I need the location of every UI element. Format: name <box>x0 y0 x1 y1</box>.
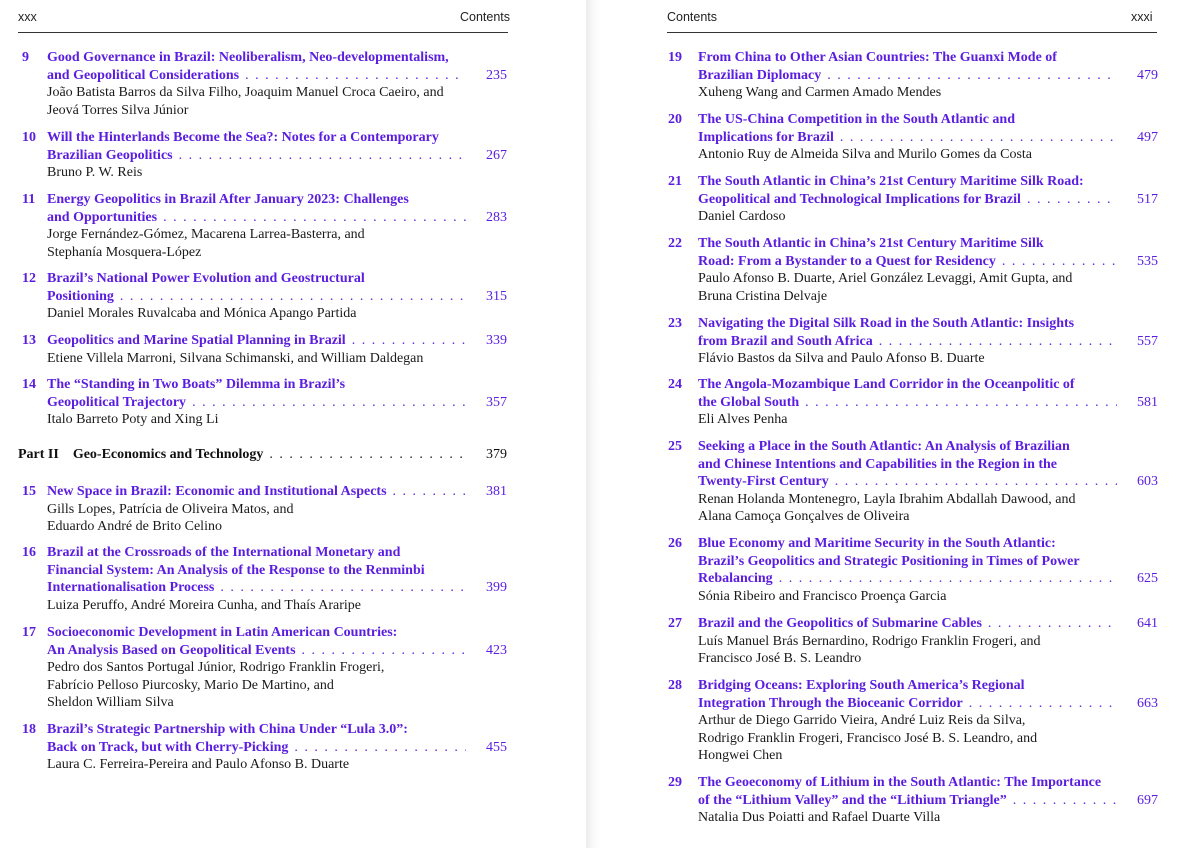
author-line: Rodrigo Franklin Frogeri, Francisco José B. S. Leandro, and <box>698 730 1038 746</box>
chapter-title-text: from Brazil and South Africa <box>698 333 873 349</box>
chapter-title-line <box>698 553 1117 571</box>
chapter-authors <box>698 633 1117 668</box>
chapter-title[interactable] <box>698 677 1117 765</box>
chapter-title-line <box>47 288 466 306</box>
chapter-authors <box>698 411 1117 429</box>
author-line: Bruna Cristina Delvaje <box>698 288 828 304</box>
chapter-page-number[interactable]: 517 <box>1137 191 1158 207</box>
chapter-authors <box>47 597 466 615</box>
part-label: Part II <box>18 447 59 462</box>
chapter-number: 14 <box>22 377 36 392</box>
chapter-number: 16 <box>22 545 36 560</box>
chapter-title-line <box>698 173 1117 191</box>
chapter-title-text: Rebalancing <box>698 571 773 587</box>
chapter-title-line <box>47 376 466 394</box>
chapter-title[interactable] <box>698 235 1117 305</box>
chapter-page-number[interactable]: 267 <box>486 147 507 163</box>
chapter-page-number[interactable]: 641 <box>1137 616 1158 631</box>
chapter-number: 11 <box>22 192 36 207</box>
chapter-title-text: New Space in Brazil: Economic and Institutional Aspects <box>47 484 387 499</box>
chapter-title-text: Energy Geopolitics in Brazil After January 2023: Challenges <box>47 192 409 207</box>
chapter-page-number[interactable]: 235 <box>486 67 507 83</box>
chapter-title-text: and Opportunities <box>47 209 158 225</box>
chapter-title[interactable] <box>698 376 1117 429</box>
chapter-title-line <box>698 253 1117 271</box>
dot-leader <box>840 129 1117 147</box>
chapter-title-line <box>698 615 1117 633</box>
chapter-title-text: The Geoeconomy of Lithium in the South Atlantic: The Importance <box>698 775 1102 790</box>
chapter-title-text: Financial System: An Analysis of the Response to the Renminbi <box>47 562 425 578</box>
author-line: Antonio Ruy de Almeida Silva and Murilo Gomes da Costa <box>698 147 1033 163</box>
chapter-number: 17 <box>22 625 36 640</box>
dot-leader <box>1013 792 1117 810</box>
dot-leader <box>988 615 1117 633</box>
author-line: Eduardo André de Brito Celino <box>47 519 222 535</box>
chapter-title[interactable] <box>47 483 466 536</box>
chapter-title-line <box>47 67 466 85</box>
author-line: Hongwei Chen <box>698 748 783 764</box>
chapter-title-text: From China to Other Asian Countries: The Guanxi Mode of <box>698 50 1057 65</box>
chapter-page-number[interactable]: 283 <box>486 209 507 225</box>
chapter-page-number[interactable]: 535 <box>1137 253 1158 269</box>
chapter-number: 25 <box>668 439 682 454</box>
chapter-title-text: Back on Track, but with Cherry-Picking <box>47 739 289 755</box>
dot-leader <box>179 147 466 165</box>
chapter-title-line <box>698 315 1117 333</box>
dot-leader <box>779 570 1117 588</box>
chapter-title-line <box>698 473 1117 491</box>
chapter-title-text: Integration Through the Bioceanic Corridor <box>698 695 963 711</box>
chapter-title-line <box>698 111 1117 129</box>
chapter-title-text: Socioeconomic Development in Latin American Countries: <box>47 625 398 640</box>
dot-leader <box>969 695 1117 713</box>
chapter-title-text: Internationalisation Process <box>47 580 215 596</box>
chapter-authors <box>47 659 466 712</box>
author-line: Francisco José B. S. Leandro <box>698 651 862 667</box>
chapter-page-number[interactable]: 423 <box>486 642 507 658</box>
chapter-title[interactable] <box>698 438 1117 526</box>
chapter-title-text: and Chinese Intentions and Capabilities in the Region in the <box>698 456 1058 472</box>
left-page-number-header: xxx <box>18 10 37 24</box>
chapter-title-line <box>698 333 1117 351</box>
chapter-page-number[interactable]: 625 <box>1137 571 1158 587</box>
author-line: Sheldon William Silva <box>47 695 174 711</box>
chapter-title-text: Positioning <box>47 288 114 304</box>
chapter-title[interactable] <box>47 332 466 367</box>
author-line: Daniel Cardoso <box>698 209 786 225</box>
left-header-rule <box>18 32 508 33</box>
chapter-title-line <box>698 376 1117 394</box>
chapter-title-line <box>47 579 466 597</box>
chapter-number: 20 <box>668 112 682 127</box>
dot-leader <box>805 394 1117 412</box>
chapter-title-line <box>698 394 1117 412</box>
chapter-page-number[interactable]: 479 <box>1137 67 1158 83</box>
author-line: Gills Lopes, Patrícia de Oliveira Matos, and <box>47 501 294 517</box>
chapter-title[interactable] <box>47 624 466 712</box>
chapter-title[interactable] <box>698 774 1117 827</box>
chapter-title-text: Geopolitics and Marine Spatial Planning in Brazil <box>47 333 346 348</box>
chapter-authors <box>47 84 466 119</box>
author-line: Daniel Morales Ruvalcaba and Mónica Apango Partida <box>47 306 357 322</box>
right-running-head: Contents <box>667 10 718 24</box>
chapter-title-line <box>698 774 1117 792</box>
chapter-number: 12 <box>22 271 36 286</box>
chapter-title-text: Road: From a Bystander to a Quest for Residency <box>698 253 996 269</box>
chapter-title-text: Brazil’s Strategic Partnership with China Under “Lula 3.0”: <box>47 722 408 737</box>
chapter-title-line <box>47 394 466 412</box>
chapter-title-line <box>47 562 466 580</box>
chapter-title[interactable] <box>47 721 466 774</box>
author-line: João Batista Barros da Silva Filho, Joaquim Manuel Croca Caeiro, and <box>47 85 444 101</box>
dot-leader <box>352 332 466 350</box>
chapter-title-text: Navigating the Digital Silk Road in the South Atlantic: Insights <box>698 316 1075 331</box>
chapter-number: 26 <box>668 536 682 551</box>
author-line: Xuheng Wang and Carmen Amado Mendes <box>698 85 942 101</box>
chapter-page-number[interactable]: 315 <box>486 288 507 304</box>
chapter-title-line <box>698 792 1117 810</box>
chapter-page-number[interactable]: 497 <box>1137 129 1158 145</box>
chapter-title-text: Brazil’s Geopolitics and Strategic Positioning in Times of Power <box>698 553 1080 569</box>
part-title: Geo-Economics and Technology <box>72 447 264 462</box>
author-line: Jeová Torres Silva Júnior <box>47 102 189 118</box>
chapter-title-line <box>698 67 1117 85</box>
chapter-page-number[interactable]: 581 <box>1137 394 1158 410</box>
dot-leader <box>120 288 466 306</box>
dot-leader <box>835 473 1117 491</box>
chapter-title-text: Good Governance in Brazil: Neoliberalism, Neo-developmentalism, <box>47 50 449 65</box>
chapter-title[interactable] <box>698 111 1117 164</box>
dot-leader <box>1002 253 1117 271</box>
chapter-number: 10 <box>22 130 36 145</box>
chapter-title-line <box>47 332 466 350</box>
chapter-authors <box>698 208 1117 226</box>
chapter-authors <box>47 756 466 774</box>
chapter-title-text: Will the Hinterlands Become the Sea?: Notes for a Contemporary <box>47 130 439 145</box>
chapter-authors <box>698 712 1117 765</box>
author-line: Fabrício Pelloso Piurcosky, Mario De Martino, and <box>47 677 334 693</box>
chapter-title[interactable] <box>47 270 466 323</box>
right-header-rule <box>667 32 1157 33</box>
chapter-page-number[interactable]: 603 <box>1137 474 1158 490</box>
chapter-title[interactable] <box>698 49 1117 102</box>
author-line: Renan Holanda Montenegro, Layla Ibrahim Abdallah Dawood, and <box>698 491 1076 507</box>
chapter-title-text: Brazil’s National Power Evolution and Geostructural <box>47 271 365 286</box>
author-line: Luís Manuel Brás Bernardino, Rodrigo Franklin Frogeri, and <box>698 633 1041 649</box>
chapter-title-line <box>698 570 1117 588</box>
author-line: Sónia Ribeiro and Francisco Proença Garcia <box>698 588 947 604</box>
chapter-page-number[interactable]: 339 <box>486 333 507 348</box>
chapter-page-number[interactable]: 399 <box>486 580 507 596</box>
author-line: Alana Camoça Gonçalves de Oliveira <box>698 509 910 525</box>
dot-leader <box>393 483 466 501</box>
dot-leader <box>827 67 1117 85</box>
chapter-page-number[interactable]: 557 <box>1137 333 1158 349</box>
chapter-authors <box>47 164 466 182</box>
chapter-authors <box>698 270 1117 305</box>
chapter-number: 13 <box>22 333 36 348</box>
chapter-title-line <box>47 49 466 67</box>
chapter-title-line <box>698 695 1117 713</box>
chapter-authors <box>698 588 1117 606</box>
chapter-authors <box>47 411 466 429</box>
chapter-title-text: The South Atlantic in China’s 21st Century Maritime Silk <box>698 236 1044 251</box>
chapter-title-line <box>47 624 466 642</box>
chapter-title-text: Blue Economy and Maritime Security in the South Atlantic: <box>698 536 1056 551</box>
chapter-title[interactable] <box>47 376 466 429</box>
chapter-title-line <box>698 456 1117 474</box>
chapter-title-text: the Global South <box>698 394 800 410</box>
book-gutter <box>586 0 600 848</box>
chapter-title-line <box>47 483 466 501</box>
chapter-title-line <box>698 535 1117 553</box>
chapter-number: 9 <box>22 50 29 65</box>
chapter-title-line <box>698 235 1117 253</box>
dot-leader <box>269 446 466 464</box>
chapter-title[interactable] <box>698 535 1117 605</box>
chapter-authors <box>698 146 1117 164</box>
chapter-number: 23 <box>668 316 682 331</box>
chapter-number: 15 <box>22 484 36 499</box>
left-running-head: Contents <box>460 10 511 24</box>
chapter-title[interactable] <box>698 615 1117 668</box>
chapter-number: 21 <box>668 174 682 189</box>
author-line: Paulo Afonso B. Duarte, Ariel González Levaggi, Amit Gupta, and <box>698 271 1073 287</box>
chapter-page-number[interactable]: 663 <box>1137 695 1158 711</box>
chapter-page-number[interactable]: 357 <box>486 394 507 410</box>
left-page <box>0 0 586 848</box>
dot-leader <box>220 579 466 597</box>
author-line: Eli Alves Penha <box>698 412 788 428</box>
chapter-title[interactable] <box>47 544 466 614</box>
chapter-title-text: Geopolitical Trajectory <box>47 394 187 410</box>
part-title-row <box>18 446 466 464</box>
author-line: Pedro dos Santos Portugal Júnior, Rodrigo Franklin Frogeri, <box>47 660 385 676</box>
chapter-number: 28 <box>668 678 682 693</box>
chapter-authors <box>47 350 466 368</box>
author-line: Laura C. Ferreira-Pereira and Paulo Afonso B. Duarte <box>47 757 350 773</box>
chapter-title-text: Implications for Brazil <box>698 129 834 145</box>
chapter-title-line <box>47 270 466 288</box>
chapter-title-text: Brazilian Diplomacy <box>698 67 822 83</box>
author-line: Bruno P. W. Reis <box>47 165 143 181</box>
dot-leader <box>163 209 466 227</box>
chapter-title-text: Geopolitical and Technological Implications for Brazil <box>698 191 1021 207</box>
dot-leader <box>1027 191 1117 209</box>
chapter-title-text: The “Standing in Two Boats” Dilemma in Brazil’s <box>47 377 346 392</box>
chapter-title[interactable] <box>698 173 1117 226</box>
chapter-title-text: Bridging Oceans: Exploring South America’s Regional <box>698 678 1025 693</box>
dot-leader <box>294 739 466 757</box>
chapter-title-line <box>698 438 1117 456</box>
chapter-title-text: Brazil and the Geopolitics of Submarine Cables <box>698 616 982 631</box>
chapter-title-text: Brazil at the Crossroads of the International Monetary and <box>47 545 401 560</box>
chapter-authors <box>47 226 466 261</box>
author-line: Stephanía Mosquera-López <box>47 244 202 260</box>
chapter-authors <box>698 350 1117 368</box>
author-line: Etiene Villela Marroni, Silvana Schimanski, and William Daldegan <box>47 350 424 366</box>
chapter-title[interactable] <box>47 129 466 182</box>
chapter-title-text: An Analysis Based on Geopolitical Events <box>47 642 296 658</box>
chapter-page-number[interactable]: 697 <box>1137 792 1158 808</box>
chapter-authors <box>698 84 1117 102</box>
chapter-number: 24 <box>668 377 682 392</box>
chapter-title-line <box>47 544 466 562</box>
chapter-title-line <box>698 129 1117 147</box>
chapter-title-line <box>47 721 466 739</box>
chapter-authors <box>698 809 1117 827</box>
author-line: Luiza Peruffo, André Moreira Cunha, and Thaís Araripe <box>47 597 362 613</box>
right-page <box>600 0 1200 848</box>
chapter-authors <box>698 491 1117 526</box>
chapter-page-number[interactable]: 381 <box>486 484 507 499</box>
chapter-title-line <box>47 191 466 209</box>
author-line: Natalia Dus Poiatti and Rafael Duarte Villa <box>698 810 941 826</box>
chapter-title-line <box>698 191 1117 209</box>
chapter-title-text: Twenty-First Century <box>698 474 829 490</box>
chapter-title-text: The US-China Competition in the South Atlantic and <box>698 112 1016 127</box>
dot-leader <box>192 394 466 412</box>
chapter-title-line <box>47 739 466 757</box>
chapter-title[interactable] <box>47 49 466 119</box>
chapter-title-line <box>698 49 1117 67</box>
chapter-number: 18 <box>22 722 36 737</box>
chapter-authors <box>47 305 466 323</box>
chapter-page-number[interactable]: 455 <box>486 739 507 755</box>
chapter-authors <box>47 501 466 536</box>
dot-leader <box>302 642 466 660</box>
chapter-number: 27 <box>668 616 682 631</box>
chapter-title-text: Seeking a Place in the South Atlantic: An Analysis of Brazilian <box>698 439 1070 454</box>
chapter-title-text: and Geopolitical Considerations <box>47 67 240 83</box>
chapter-title[interactable] <box>47 191 466 261</box>
chapter-title-text: The Angola-Mozambique Land Corridor in the Oceanpolitic of <box>698 377 1075 392</box>
chapter-title-line <box>47 642 466 660</box>
chapter-number: 29 <box>668 775 682 790</box>
part-page-number[interactable]: 379 <box>486 447 507 462</box>
author-line: Flávio Bastos da Silva and Paulo Afonso B. Duarte <box>698 351 985 367</box>
chapter-title-line <box>47 129 466 147</box>
chapter-number: 19 <box>668 50 682 65</box>
chapter-title-line <box>47 147 466 165</box>
chapter-number: 22 <box>668 236 682 251</box>
chapter-title-text: of the “Lithium Valley” and the “Lithium Triangle” <box>698 792 1007 808</box>
chapter-title-text: The South Atlantic in China’s 21st Century Maritime Silk Road: <box>698 174 1084 189</box>
chapter-title[interactable] <box>698 315 1117 368</box>
chapter-title-text: Brazilian Geopolitics <box>47 147 173 163</box>
dot-leader <box>879 333 1117 351</box>
author-line: Arthur de Diego Garrido Vieira, André Luiz Reis da Silva, <box>698 713 1026 729</box>
author-line: Italo Barreto Poty and Xing Li <box>47 412 219 428</box>
right-page-number-header: xxxi <box>1131 10 1153 24</box>
dot-leader <box>245 67 466 85</box>
author-line: Jorge Fernández-Gómez, Macarena Larrea-Basterra, and <box>47 227 365 243</box>
chapter-title-line <box>47 209 466 227</box>
chapter-title-line <box>698 677 1117 695</box>
